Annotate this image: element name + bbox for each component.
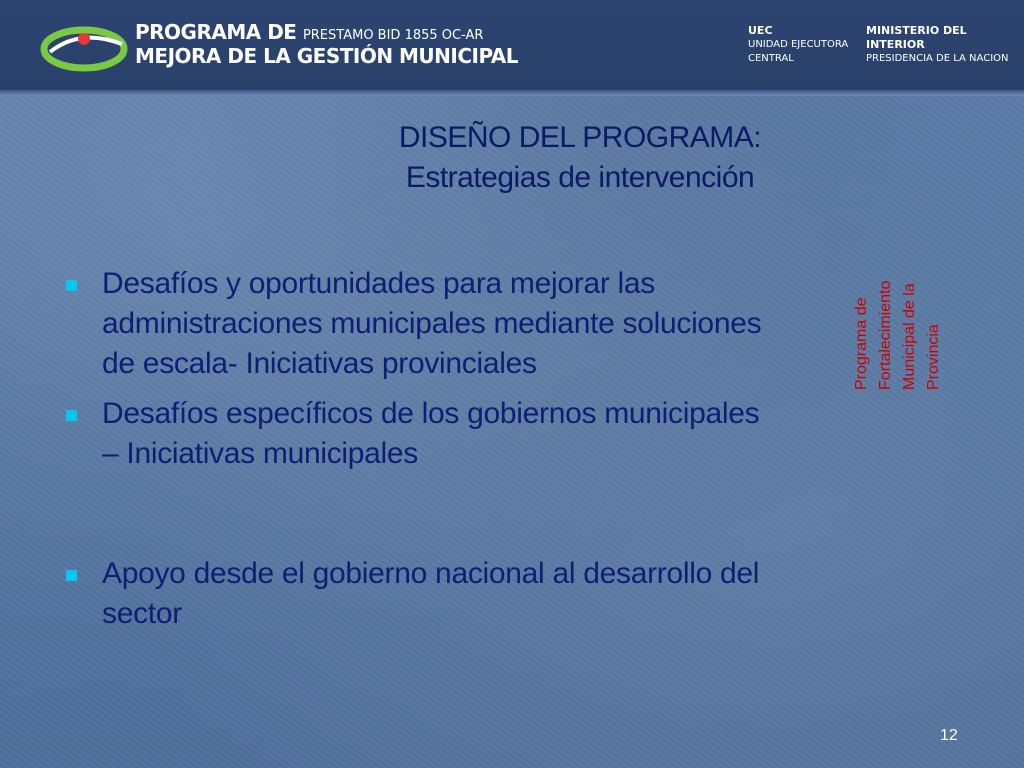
title-line2: Estrategias de intervención (405, 161, 755, 194)
page-number: 12 (940, 727, 958, 744)
side-note (848, 252, 948, 392)
header-band (0, 0, 1024, 90)
ministry-line2: INTERIOR (866, 38, 925, 51)
program-line1: PROGRAMA DE (135, 20, 297, 44)
bullet-list (62, 264, 782, 644)
bullet-item (62, 554, 782, 634)
header-divider (0, 90, 1024, 96)
ministry-line3: PRESIDENCIA DE LA NACION (866, 53, 1009, 64)
program-logo-icon (40, 22, 130, 74)
uec-line1: UNIDAD EJECUTORA (748, 39, 849, 50)
program-loan-subtitle: PRESTAMO BID 1855 OC-AR (302, 28, 484, 43)
program-line2: MEJORA DE LA GESTIÓN MUNICIPAL (135, 44, 519, 68)
uec-title: UEC (748, 24, 773, 37)
square-bullet-icon (66, 570, 77, 581)
bullet-item (62, 394, 782, 474)
bullet-item (62, 264, 782, 384)
bullet-text: Apoyo desde el gobierno nacional al desarrollo del sector (102, 557, 760, 630)
side-note-line1: Programa de (853, 297, 870, 390)
side-note-line2: Fortalecimiento (877, 280, 894, 390)
side-note-line4: Provincia (925, 324, 942, 390)
bullet-text: Desafíos específicos de los gobiernos municipales – Iniciativas municipales (102, 397, 760, 470)
bullet-text: Desafíos y oportunidades para mejorar las administraciones municipales mediante soluciones de escala- Iniciativas provinciales (102, 267, 762, 380)
ministry-line1: MINISTERIO DEL (866, 24, 967, 37)
title-line1: DISEÑO DEL PROGRAMA: (398, 121, 762, 154)
ministry-block (866, 24, 1009, 66)
side-note-line3: Municipal de la (901, 283, 918, 390)
program-name (135, 22, 518, 67)
uec-block (748, 24, 848, 66)
uec-line2: CENTRAL (748, 53, 794, 64)
slide-title (300, 118, 860, 198)
square-bullet-icon (66, 410, 77, 421)
square-bullet-icon (66, 280, 77, 291)
